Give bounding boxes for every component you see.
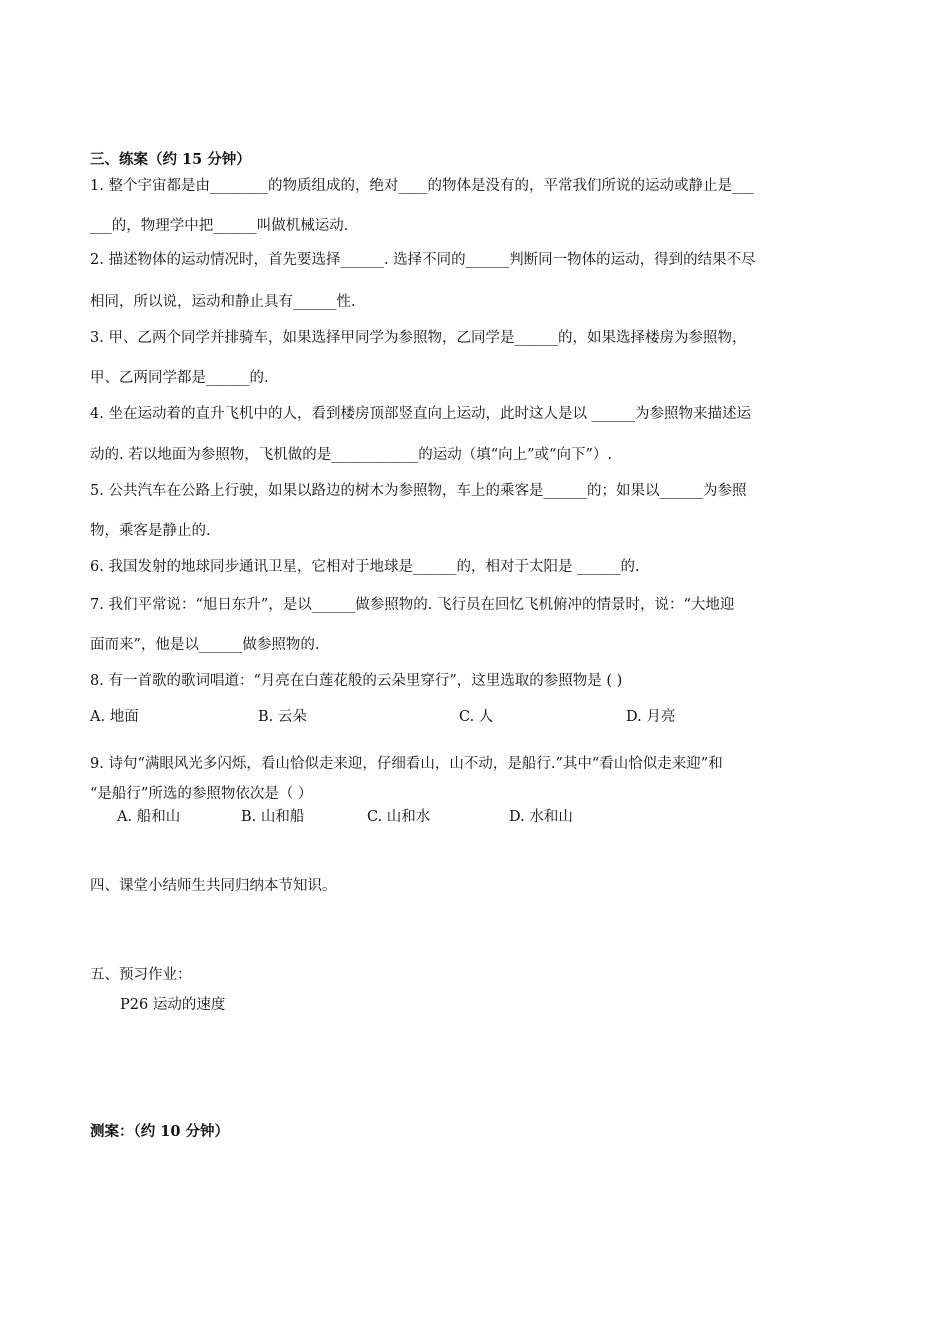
section5-title: 五、预习作业： — [90, 967, 192, 983]
q9-option-d: D. 水和山 — [509, 809, 573, 825]
section4-title: 四、课堂小结师生共同归纳本节知识。 — [90, 878, 337, 894]
q2-line2: 相同，所以说，运动和静止具有______性. — [90, 294, 356, 310]
q8-option-c: C. 人 — [459, 709, 494, 725]
q8-line1: 8. 有一首歌的歌词唱道：“月亮在白莲花般的云朵里穿行”，这里选取的参照物是 ( ) — [90, 673, 623, 689]
q4-line1: 4. 坐在运动着的直升飞机中的人，看到楼房顶部竖直向上运动，此时这人是以 ______为参照物来描述运 — [90, 406, 752, 422]
q1-line1: 1. 整个宇宙都是由________的物质组成的，绝对____的物体是没有的，平常我们所说的运动或静止是___ — [90, 178, 754, 194]
q6-line1: 6. 我国发射的地球同步通讯卫星，它相对于地球是______的，相对于太阳是 ______的. — [90, 559, 640, 575]
q3-line2: 甲、乙两同学都是______的. — [90, 370, 269, 386]
q9-option-b: B. 山和船 — [241, 809, 305, 825]
q9-option-c: C. 山和水 — [367, 809, 431, 825]
q7-line1: 7. 我们平常说：“旭日东升”，是以______做参照物的. 飞行员在回忆飞机俯冲的情景时，说：“大地迎 — [90, 597, 735, 613]
q4-line2: 动的. 若以地面为参照物，飞机做的是____________的运动（填“向上”或“向下”）. — [90, 447, 612, 463]
q5-line1: 5. 公共汽车在公路上行驶，如果以路边的树木为参照物，车上的乘客是______的；如果以______为参照 — [90, 483, 747, 499]
section5-content: P26 运动的速度 — [120, 997, 226, 1013]
test-title: 测案：（约 10 分钟） — [90, 1123, 230, 1140]
q9-option-a: A. 船和山 — [117, 809, 181, 825]
q7-line2: 面而来”，他是以______做参照物的. — [90, 637, 320, 653]
q9-line1: 9. 诗句“满眼风光多闪烁，看山恰似走来迎，仔细看山，山不动，是船行.”其中“看山恰似走来迎”和 — [90, 756, 723, 772]
q8-option-b: B. 云朵 — [258, 709, 307, 725]
q9-line2: “是船行”所选的参照物依次是（ ） — [90, 786, 313, 802]
q8-option-d: D. 月亮 — [626, 709, 676, 725]
section3-title: 三、练案（约 15 分钟） — [90, 151, 251, 168]
q8-option-a: A. 地面 — [90, 709, 139, 725]
q1-line2: ___的，物理学中把______叫做机械运动. — [90, 218, 349, 234]
q2-line1: 2. 描述物体的运动情况时，首先要选择______. 选择不同的______判断同一物体的运动，得到的结果不尽 — [90, 252, 756, 268]
q5-line2: 物，乘客是静止的. — [90, 523, 211, 539]
q3-line1: 3. 甲、乙两个同学并排骑车，如果选择甲同学为参照物，乙同学是______的，如果选择楼房为参照物， — [90, 330, 747, 346]
